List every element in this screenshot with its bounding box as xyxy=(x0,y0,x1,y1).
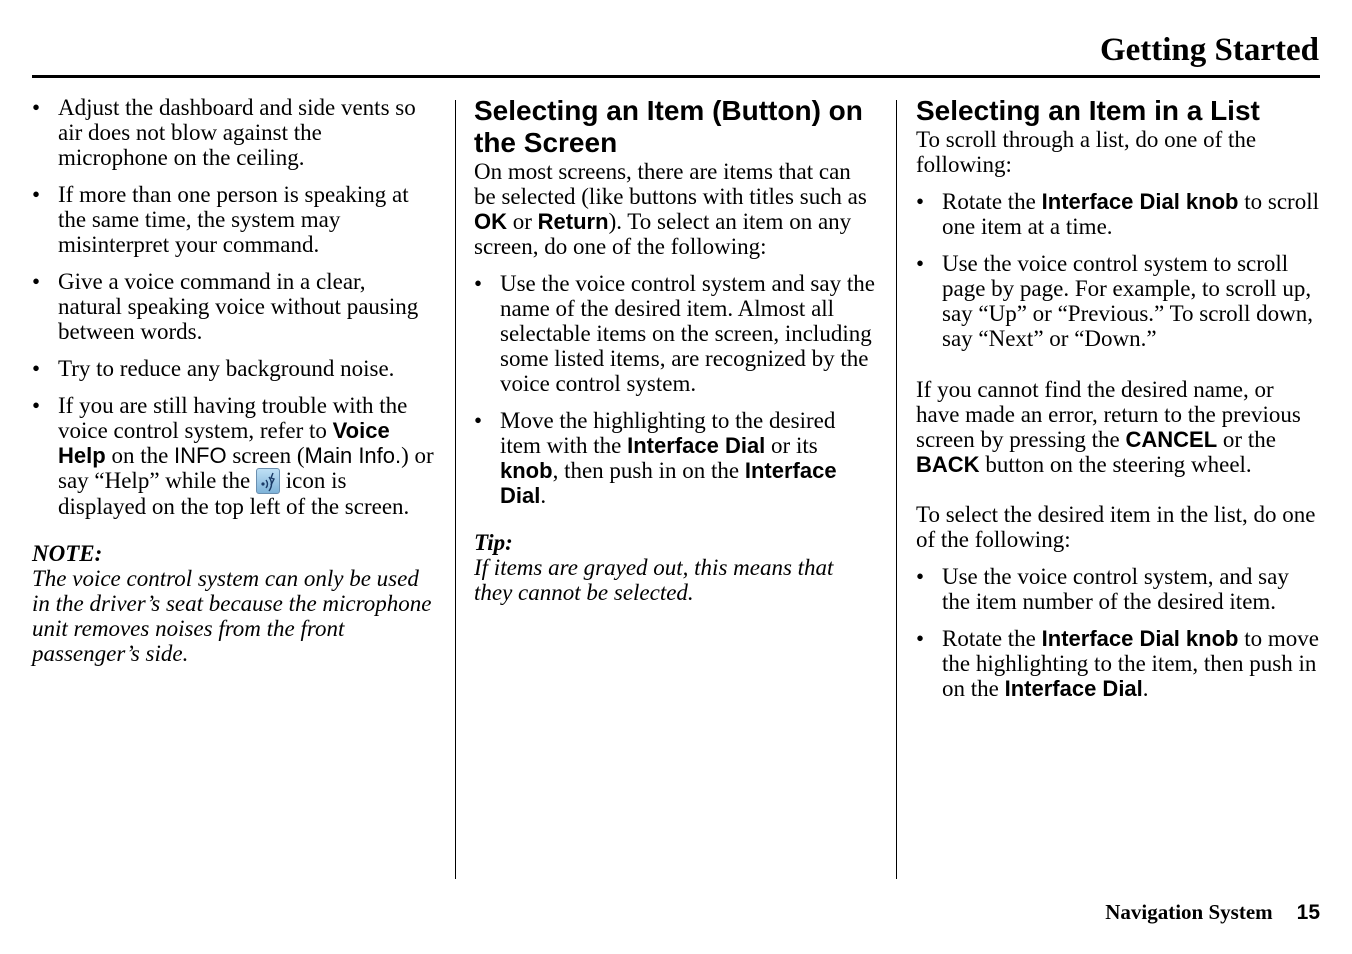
footer-label: Navigation System xyxy=(1105,900,1273,924)
page-title: Getting Started xyxy=(1099,32,1319,68)
page-number: 15 xyxy=(1296,901,1320,924)
title-rule xyxy=(32,75,1320,78)
tip-heading: Tip: xyxy=(474,530,513,555)
section-heading: Selecting an Item (Button) on the Screen xyxy=(474,95,863,158)
list-item: • Rotate the Interface Dial knob to move the highlighting to the item, then push in on the Interface Dial. xyxy=(916,626,1319,701)
section-intro: On most screens, there are items that can be selected (like buttons with titles such as OK or Return). To select an item on any screen, do one of the following: xyxy=(474,159,867,259)
select-method-list xyxy=(916,564,1320,701)
method-list xyxy=(474,271,876,508)
section-heading: Selecting an Item in a List xyxy=(916,95,1260,126)
column-right xyxy=(916,95,1320,713)
paragraph: If you cannot find the desired name, or have made an error, return to the previous screen by pressing the CANCEL or the BACK button on the steering wheel. xyxy=(916,377,1301,477)
main-info-label: Main Info. xyxy=(304,443,402,468)
tip-body: If items are grayed out, this means that they cannot be selected. xyxy=(474,555,834,605)
list-item: • If you are still having trouble with the voice control system, refer to Voice Help on the INFO screen (Main Info.) or say “Help” while the icon is displayed on the top left of the screen. xyxy=(32,393,434,519)
column-middle xyxy=(474,95,876,605)
section-intro: To scroll through a list, do one of the following: xyxy=(916,127,1257,177)
list-item: • Use the voice control system, and say the item number of the desired item. xyxy=(916,564,1289,614)
list-item: • Use the voice control system and say the name of the desired item. Almost all selectable items on the screen, including some listed items, are recognized by the voice control system. xyxy=(474,271,875,396)
info-label: INFO xyxy=(174,443,227,468)
ok-label: OK xyxy=(474,209,507,234)
page-footer xyxy=(1105,898,1320,927)
list-item: • Rotate the Interface Dial knob to scroll one item at a time. xyxy=(916,189,1319,239)
paragraph: To select the desired item in the list, do one of the following: xyxy=(916,502,1316,552)
column-divider xyxy=(896,100,897,879)
tips-list xyxy=(32,95,434,519)
return-label: Return xyxy=(537,209,609,234)
note-heading: NOTE: xyxy=(32,541,103,566)
cancel-label: CANCEL xyxy=(1125,427,1218,452)
list-item: • Move the highlighting to the desired item with the Interface Dial or its knob, then push in on the Interface Dial. xyxy=(474,408,837,508)
list-item: • Adjust the dashboard and side vents so air does not blow against the microphone on the ceiling. xyxy=(32,95,416,170)
column-left xyxy=(32,95,434,666)
column-divider xyxy=(455,100,456,879)
note-body: The voice control system can only be used in the driver’s seat because the microphone unit removes noises from the front passenger’s side. xyxy=(32,566,432,666)
list-item: • Try to reduce any background noise. xyxy=(32,356,395,381)
list-item: • Use the voice control system to scroll page by page. For example, to scroll up, say “Up” or “Previous.” To scroll down, say “Next” or “Down.” xyxy=(916,251,1313,351)
voice-control-icon xyxy=(256,468,280,494)
scroll-method-list xyxy=(916,189,1320,351)
list-item: • If more than one person is speaking at the same time, the system may misinterpret your command. xyxy=(32,182,409,257)
voice-help-label: Voice Help xyxy=(58,418,390,468)
list-item: • Give a voice command in a clear, natural speaking voice without pausing between words. xyxy=(32,269,419,344)
back-label: BACK xyxy=(916,452,980,477)
